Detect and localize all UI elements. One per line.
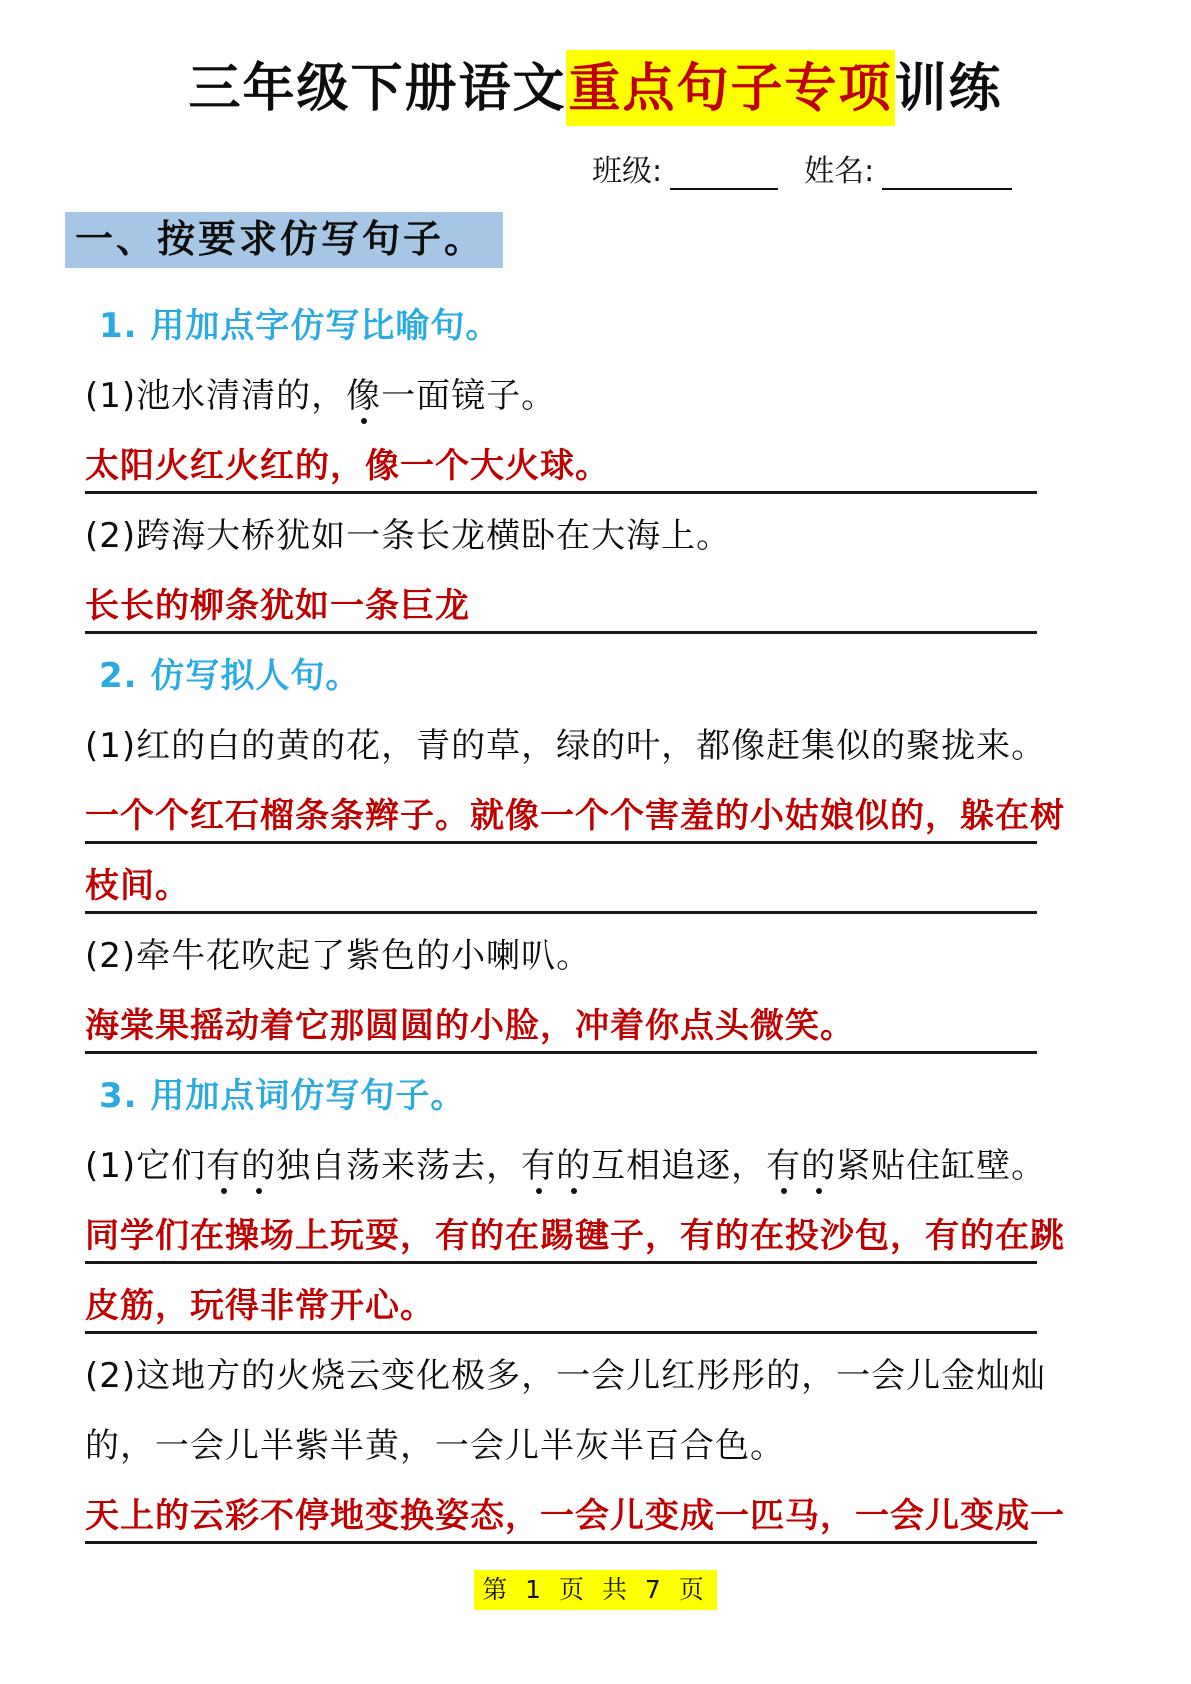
answer-line: 枝间。 xyxy=(85,844,1037,914)
answer-line: 海棠果摇动着它那圆圆的小脸，冲着你点头微笑。 xyxy=(85,984,1037,1054)
question-line: (2)牵牛花吹起了紫色的小喇叭。 xyxy=(85,936,592,976)
page-title xyxy=(0,0,1191,126)
question-line: (2)跨海大桥犹如一条长龙横卧在大海上。 xyxy=(85,516,732,556)
emphasis-dotted-char: 的 xyxy=(241,1146,277,1186)
question-line: (2)这地方的火烧云变化极多，一会儿红彤彤的，一会儿金灿灿 xyxy=(85,1356,1047,1396)
section-one-header: 一、按要求仿写句子。 xyxy=(65,212,503,268)
title-prefix: 三年级下册语文 xyxy=(188,59,567,119)
answer-line: 天上的云彩不停地变换姿态，一会儿变成一匹马，一会儿变成一 xyxy=(85,1474,1037,1544)
question-line: (1)池水清清的，像一面镜子。 xyxy=(85,376,557,416)
name-field xyxy=(804,146,1012,190)
question-line: 的，一会儿半紫半黄，一会儿半灰半百合色。 xyxy=(85,1426,785,1466)
subheading-line: 2. 仿写拟人句。 xyxy=(99,656,361,696)
subheading-line: 1. 用加点字仿写比喻句。 xyxy=(99,306,501,346)
emphasis-dotted-char: 的 xyxy=(556,1146,592,1186)
page-number-badge: 第 1 页 共 7 页 xyxy=(474,1570,717,1610)
name-label: 姓名: xyxy=(804,154,875,189)
class-input-line[interactable] xyxy=(670,154,778,190)
answer-line: 长长的柳条犹如一条巨龙 xyxy=(85,564,1037,634)
question-line: (1)它们有的独自荡来荡去，有的互相追逐，有的紧贴住缸壁。 xyxy=(85,1146,1047,1186)
title-suffix: 训练 xyxy=(894,59,1003,119)
title-highlight: 重点句子专项 xyxy=(566,50,894,126)
answer-line: 皮筋，玩得非常开心。 xyxy=(85,1264,1037,1334)
page-footer xyxy=(0,1570,1191,1610)
emphasis-dotted-char: 有 xyxy=(206,1146,242,1186)
emphasis-dotted-char: 的 xyxy=(801,1146,837,1186)
student-info-row xyxy=(0,146,1191,190)
emphasis-dotted-char: 像 xyxy=(346,376,382,416)
class-field xyxy=(592,146,778,190)
subheading-line: 3. 用加点词仿写句子。 xyxy=(99,1076,466,1116)
worksheet-body xyxy=(85,284,1065,1544)
question-line: (1)红的白的黄的花，青的草，绿的叶，都像赶集似的聚拢来。 xyxy=(85,726,1047,766)
emphasis-dotted-char: 有 xyxy=(521,1146,557,1186)
name-input-line[interactable] xyxy=(882,154,1012,190)
class-label: 班级: xyxy=(592,154,663,189)
emphasis-dotted-char: 有 xyxy=(766,1146,802,1186)
answer-line: 太阳火红火红的，像一个大火球。 xyxy=(85,424,1037,494)
answer-line: 同学们在操场上玩耍，有的在踢毽子，有的在投沙包，有的在跳 xyxy=(85,1194,1037,1264)
answer-line: 一个个红石榴条条辫子。就像一个个害羞的小姑娘似的，躲在树 xyxy=(85,774,1037,844)
